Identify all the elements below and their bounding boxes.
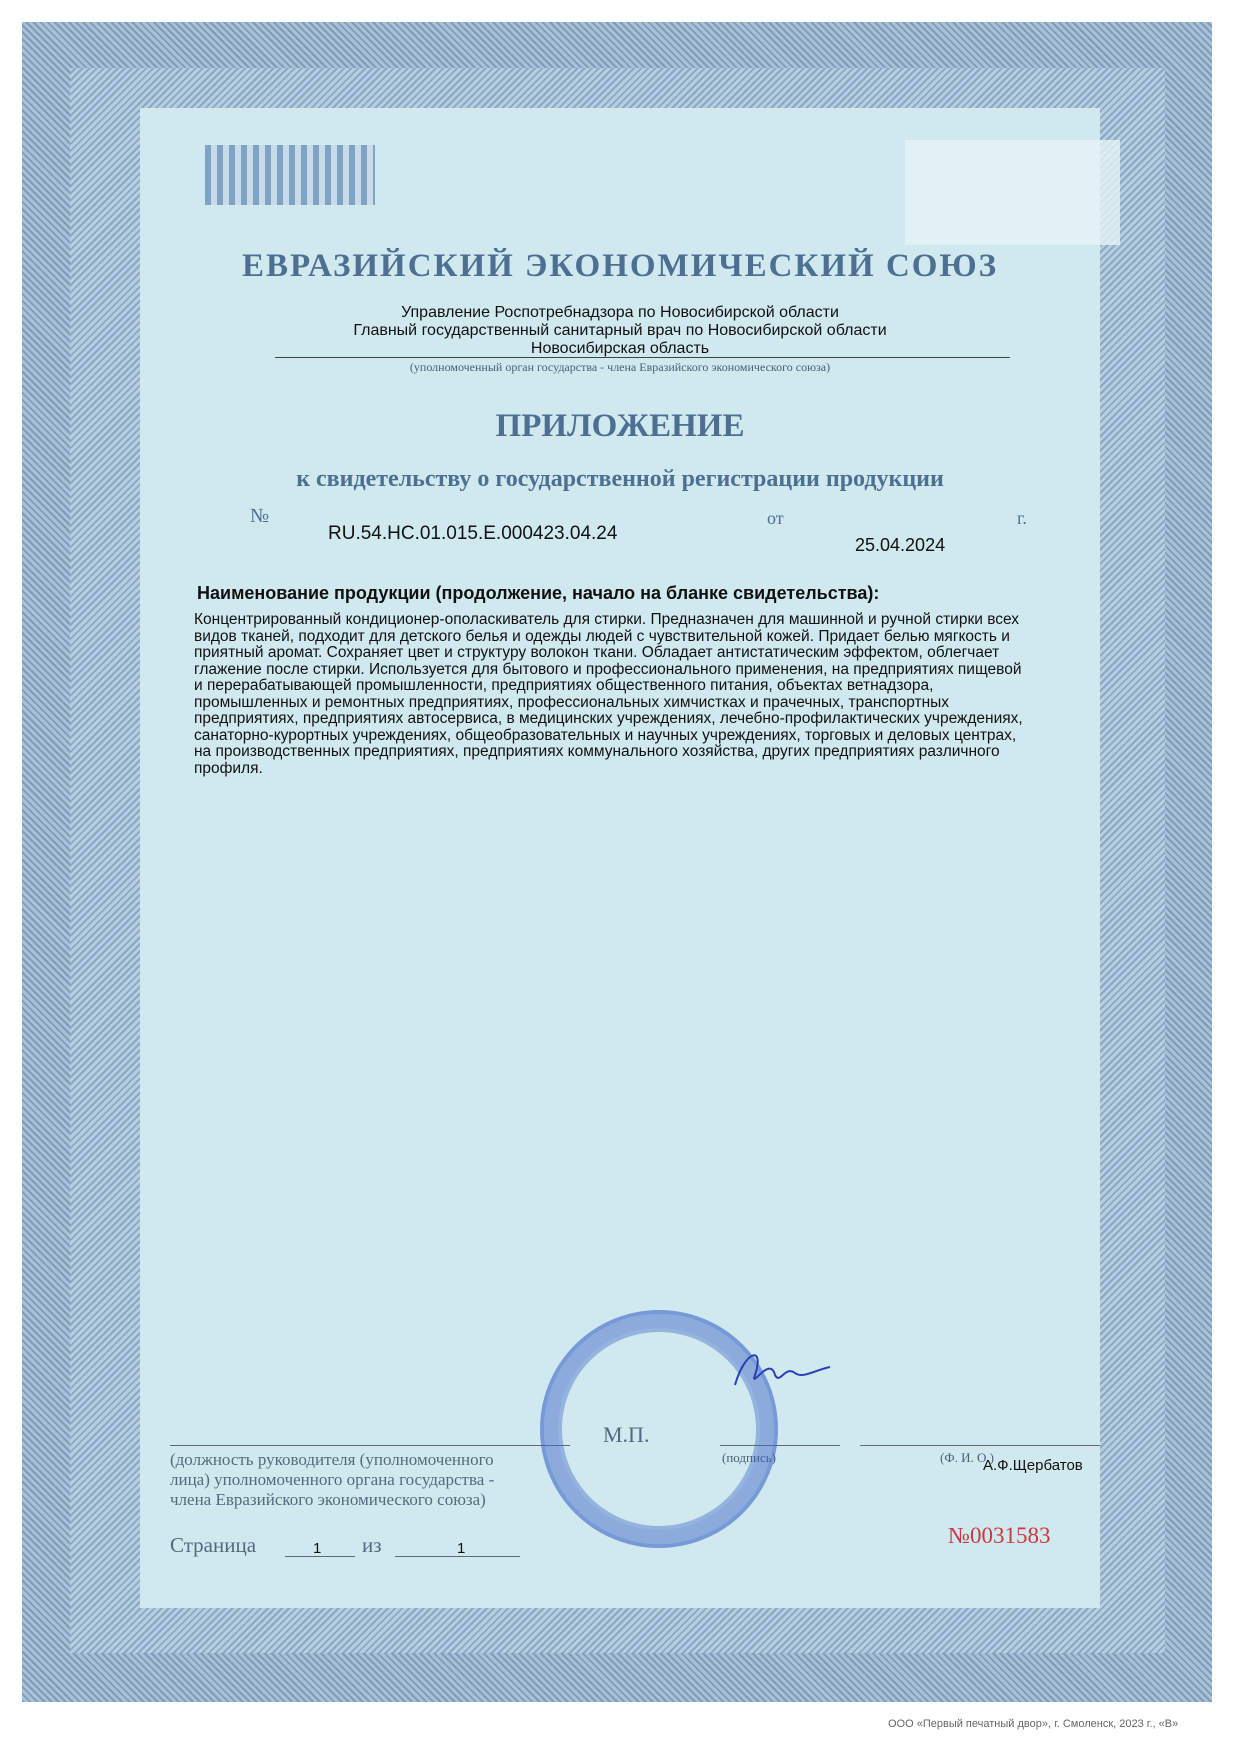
name-caption: (Ф. И. О.) <box>940 1450 994 1465</box>
divider <box>275 357 1010 358</box>
caption-line: (должность руководителя (уполномоченного <box>170 1450 494 1469</box>
position-caption <box>170 1450 494 1510</box>
year-label: г. <box>1017 508 1027 528</box>
from-label: от <box>767 508 784 528</box>
page-title: ПРИЛОЖЕНИЕ <box>495 408 745 444</box>
name-line <box>860 1445 1100 1446</box>
union-title: ЕВРАЗИЙСКИЙ ЭКОНОМИЧЕСКИЙ СОЮЗ <box>241 248 999 284</box>
page-current: 1 <box>313 1540 322 1557</box>
handwritten-signature-icon <box>725 1345 835 1395</box>
caption-line: члена Евразийского экономического союза) <box>170 1490 486 1509</box>
authority-line: Управление Роспотребнадзора по Новосибирской области <box>401 304 839 321</box>
registration-date: 25.04.2024 <box>855 535 946 555</box>
position-line <box>170 1445 570 1446</box>
stamp-label: М.П. <box>603 1422 650 1447</box>
text-line: промышленных и ремонтных предприятиях, профессиональных химчистках и прачечных, транспортных <box>194 693 950 711</box>
of-label: из <box>362 1533 382 1557</box>
number-label: № <box>250 505 270 527</box>
text-line: на производственных предприятиях, предприятиях коммунального хозяйства, других предприятиях различного <box>194 743 1000 760</box>
page-subtitle: к свидетельству о государственной регистрации продукции <box>296 466 944 492</box>
product-heading: Наименование продукции (продолжение, начало на бланке свидетельства): <box>197 583 880 603</box>
form-serial-number: №0031583 <box>948 1523 1051 1548</box>
registration-number: RU.54.НС.01.015.Е.000423.04.24 <box>328 523 618 544</box>
page-total: 1 <box>457 1540 466 1557</box>
text-line: и перерабатывающей промышленности, предприятиях общественного питания, объектах ветнадзора, <box>194 677 934 694</box>
page-label: Страница <box>170 1533 257 1557</box>
authority-line: Новосибирская область <box>530 340 710 357</box>
blank-area <box>905 140 1120 245</box>
product-description <box>194 612 1084 777</box>
text-line: санаторно-курортных учреждениях, общеобразовательных и научных учреждениях, торговых и деловых центрах, <box>194 726 1017 744</box>
text-line: профиля. <box>194 759 263 777</box>
text-line: предприятиях, предприятиях автосервиса, в медицинских учреждениях, лечебно-профилактических учреждениях, <box>194 710 1023 727</box>
signatory-name: А.Ф.Щербатов <box>983 1457 1083 1474</box>
text-line: видов тканей, подходит для детского белья и одежды людей с чувствительной кожей. Придает белью мягкость и <box>194 627 1010 645</box>
authority-line: Главный государственный санитарный врач по Новосибирской области <box>353 322 887 339</box>
caption-line: лица) уполномоченного органа государства - <box>170 1470 495 1489</box>
printer-imprint: ООО «Первый печатный двор», г. Смоленск, 2023 г., «В» <box>888 1718 1179 1730</box>
text-line: Концентрированный кондиционер-ополаскиватель для стирки. Предназначен для машинной и ручной стирки всех <box>194 611 1020 628</box>
authority-caption: (уполномоченный орган государства - члена Евразийского экономического союза) <box>409 360 831 374</box>
text-line: глажение после стирки. Используется для бытового и профессионального применения, на предприятиях пищевой <box>194 660 1022 678</box>
text-line: приятный аромат. Сохраняет цвет и структуру волокон ткани. Обладает антистатическим эффектом, облегчает <box>194 644 1000 661</box>
signature-caption: (подпись) <box>722 1450 776 1465</box>
hologram-icon <box>205 145 375 205</box>
